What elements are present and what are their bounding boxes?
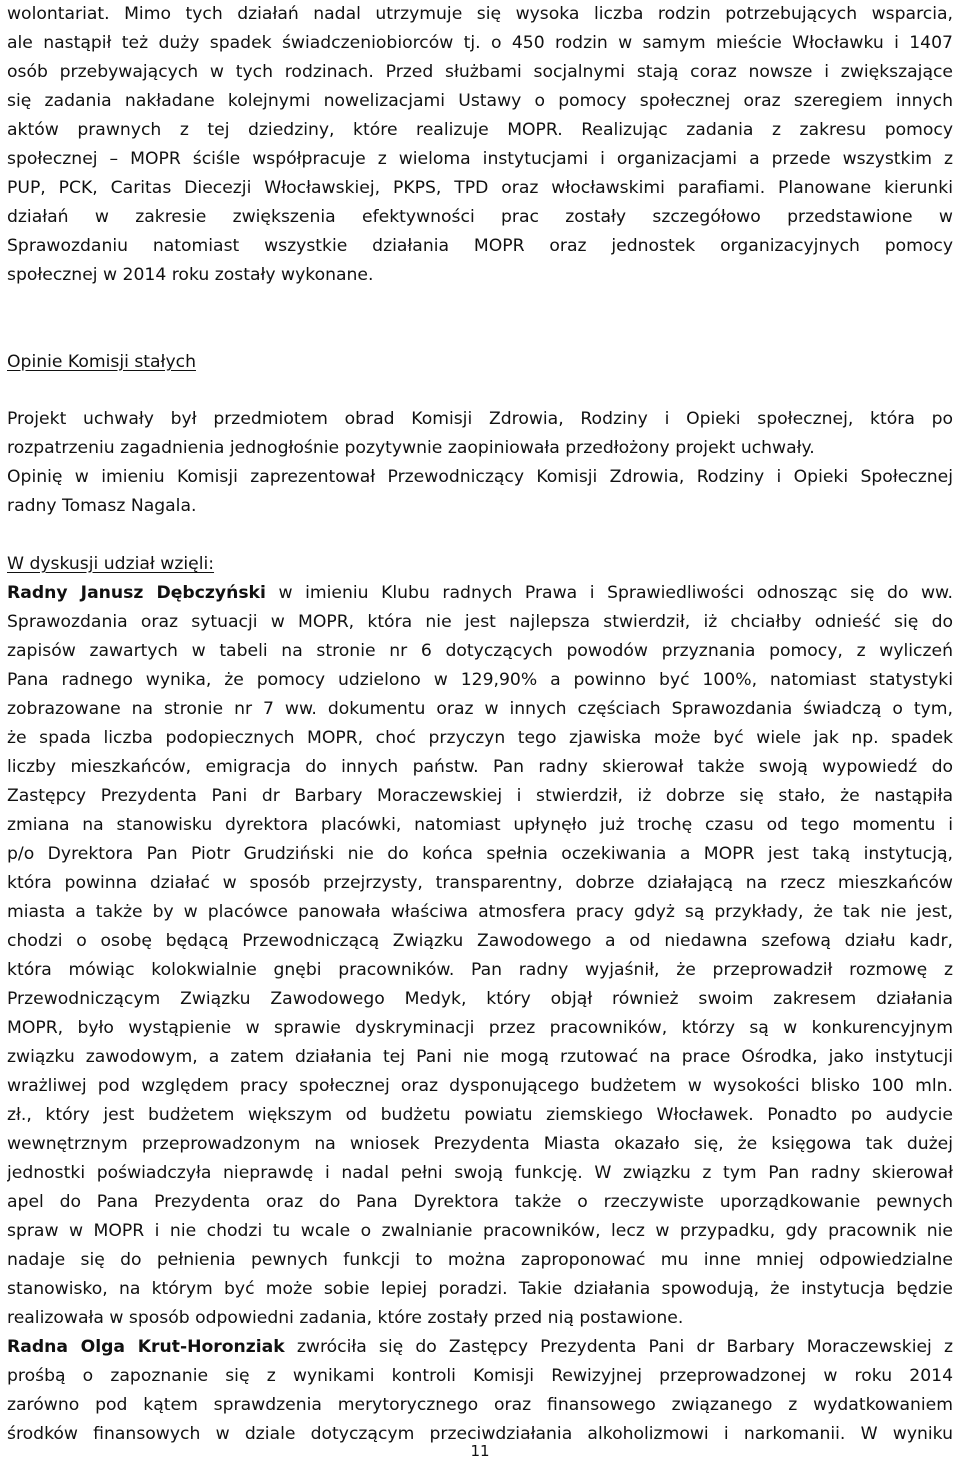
paragraph-line: działań w zakresie zwiększenia efektywności prac zostały szczegółowo przedstawione w bbox=[7, 207, 953, 227]
paragraph-line: Projekt uchwały był przedmiotem obrad Komisji Zdrowia, Rodziny i Opieki społecznej, która po bbox=[7, 409, 953, 429]
paragraph-line: miasta a także by w placówce panowała właściwa atmosfera pracy gdyż są przykłady, że tak nie jest, bbox=[7, 902, 953, 922]
paragraph-line: Opinię w imieniu Komisji zaprezentował Przewodniczący Komisji Zdrowia, Rodziny i Opieki Społecznej bbox=[7, 467, 953, 487]
paragraph-line: społecznej – MOPR ściśle współpracuje z wieloma instytucjami i organizacjami a przede wszystkim z bbox=[7, 149, 953, 169]
paragraph-line: Sprawozdaniu natomiast wszystkie działania MOPR oraz jednostek organizacyjnych pomocy bbox=[7, 236, 953, 256]
speaker-name: Radny Janusz Dębczyński bbox=[7, 583, 266, 603]
paragraph-line: ale nastąpił też duży spadek świadczeniobiorców tj. o 450 rodzin w samym mieście Włocławku i 1407 bbox=[7, 33, 953, 53]
paragraph-line: zobrazowane na stronie nr 7 ww. dokumentu oraz w innych częściach Sprawozdania świadczą o tym, bbox=[7, 699, 953, 719]
paragraph-line: chodzi o osobę będącą Przewodniczącą Związku Zawodowego a od niedawna szefową działu kadr, bbox=[7, 931, 953, 951]
page-number: 11 bbox=[470, 1442, 490, 1460]
paragraph-line: Sprawozdania oraz sytuacji w MOPR, która nie jest najlepsza stwierdził, iż chciałby odnieść się do bbox=[7, 612, 953, 632]
paragraph-line: zmiana na stanowisku dyrektora placówki, natomiast upłynęło już trochę czasu od tego momentu i bbox=[7, 815, 953, 835]
paragraph-line: się zadania nakładane kolejnymi nowelizacjami Ustawy o pomocy społecznej oraz szeregiem innych bbox=[7, 91, 953, 111]
paragraph-line: wewnętrznym przeprowadzonym na wniosek Prezydenta Miasta okazało się, że księgowa tak dużej bbox=[7, 1134, 953, 1154]
paragraph-line: liczby mieszkańców, emigracja do innych państw. Pan radny skierował także swoją wypowiedź do bbox=[7, 757, 953, 777]
paragraph-line: prośbą o zapoznanie się z wynikami kontroli Komisji Rewizyjnej przeprowadzonej w roku 2014 bbox=[7, 1366, 953, 1386]
paragraph-line: zł., który jest budżetem większym od budżetu powiatu ziemskiego Włocławek. Ponadto po audycie bbox=[7, 1105, 953, 1125]
paragraph-line: zapisów zawartych w tabeli na stronie nr 6 dotyczących powodów przyznania pomocy, z wyliczeń bbox=[7, 641, 953, 661]
paragraph-line: Zastępcy Prezydenta Pani dr Barbary Moraczewskiej i stwierdził, iż dobrze się stało, że nastąpiła bbox=[7, 786, 953, 806]
paragraph-line: MOPR, było wystąpienie w sprawie dyskryminacji przez pracowników, którzy są w konkurencyjnym bbox=[7, 1018, 953, 1038]
paragraph-line: nadaje się do pełnienia pewnych funkcji to można zaproponować mu inne mniej odpowiedzialne bbox=[7, 1250, 953, 1270]
paragraph-line: rozpatrzeniu zagadnienia jednogłośnie pozytywnie zaopiniowała przedłożony projekt uchwały. bbox=[7, 438, 815, 458]
paragraph-line: związku zawodowym, a zatem działania tej Pani nie mogą rzutować na prace Ośrodka, jako instytucji bbox=[7, 1047, 953, 1067]
speaker-text: zwróciła się do Zastępcy Prezydenta Pani dr Barbary Moraczewskiej z bbox=[284, 1337, 953, 1357]
paragraph-line: wolontariat. Mimo tych działań nadal utrzymuje się wysoka liczba rodzin potrzebujących wsparcia, bbox=[7, 4, 953, 24]
paragraph-line: apel do Pana Prezydenta oraz do Pana Dyrektora także o rzeczywiste uporządkowanie pewnych bbox=[7, 1192, 953, 1212]
paragraph-line: że spada liczba podopiecznych MOPR, choć przyczyn tego zjawiska może być wiele jak np. spadek bbox=[7, 728, 953, 748]
speaker-first-line bbox=[7, 1333, 953, 1362]
paragraph-line: społecznej w 2014 roku zostały wykonane. bbox=[7, 265, 374, 285]
speaker-first-line bbox=[7, 579, 953, 608]
paragraph-line: PUP, PCK, Caritas Diecezji Włocławskiej, PKPS, TPD oraz włocławskimi parafiami. Planowane kierunki bbox=[7, 178, 953, 198]
section-heading-opinie: Opinie Komisji stałych bbox=[7, 352, 196, 372]
paragraph-line: p/o Dyrektora Pan Piotr Grudziński nie do końca spełnia oczekiwania a MOPR jest taką instytucją, bbox=[7, 844, 953, 864]
paragraph-line: aktów prawnych z tej dziedziny, które realizuje MOPR. Realizując zadania z zakresu pomocy bbox=[7, 120, 953, 140]
paragraph-line: Pana radnego wynika, że pomocy udzielono w 129,90% a powinno być 100%, natomiast statystyki bbox=[7, 670, 953, 690]
paragraph-line: Przewodniczącym Związku Zawodowego Medyk, który objął również swoim zakresem działania bbox=[7, 989, 953, 1009]
paragraph-line: środków finansowych w dziale dotyczącym przeciwdziałania alkoholizmowi i narkomanii. W wyniku bbox=[7, 1424, 953, 1444]
speaker-text: w imieniu Klubu radnych Prawa i Sprawiedliwości odnosząc się do ww. bbox=[265, 583, 953, 603]
paragraph-line: zarówno pod kątem sprawdzenia merytorycznego oraz finansowego związanego z wydatkowaniem bbox=[7, 1395, 953, 1415]
paragraph-line: radny Tomasz Nagala. bbox=[7, 496, 197, 516]
section-heading-dyskusja: W dyskusji udział wzięli: bbox=[7, 554, 215, 574]
paragraph-line: wrażliwej pod względem pracy społecznej oraz dysponującego budżetem w wysokości blisko 100 mln. bbox=[7, 1076, 953, 1096]
paragraph-line: realizowała w sposób odpowiedni zadania, które zostały przed nią postawione. bbox=[7, 1308, 684, 1328]
paragraph-line: która mówiąc kolokwialnie gnębi pracowników. Pan radny wyjaśnił, że przeprowadził rozmowę z bbox=[7, 960, 953, 980]
paragraph-line: jednostki poświadczyła nieprawdę i nadal pełni swoją funkcję. W związku z tym Pan radny skierował bbox=[7, 1163, 953, 1183]
paragraph-line: stanowisko, na którym być może sobie lepiej poradzi. Takie działania spowodują, że instytucja będzie bbox=[7, 1279, 953, 1299]
paragraph-line: spraw w MOPR i nie chodzi tu wcale o zwalnianie pracowników, lecz w przypadku, gdy pracownik nie bbox=[7, 1221, 953, 1241]
paragraph-line: osób przebywających w tych rodzinach. Przed służbami socjalnymi stają coraz nowsze i zwiększające bbox=[7, 62, 953, 82]
paragraph-line: która powinna działać w sposób przejrzysty, transparentny, dobrze działającą na rzecz mieszkańców bbox=[7, 873, 953, 893]
speaker-name: Radna Olga Krut-Horonziak bbox=[7, 1337, 285, 1357]
